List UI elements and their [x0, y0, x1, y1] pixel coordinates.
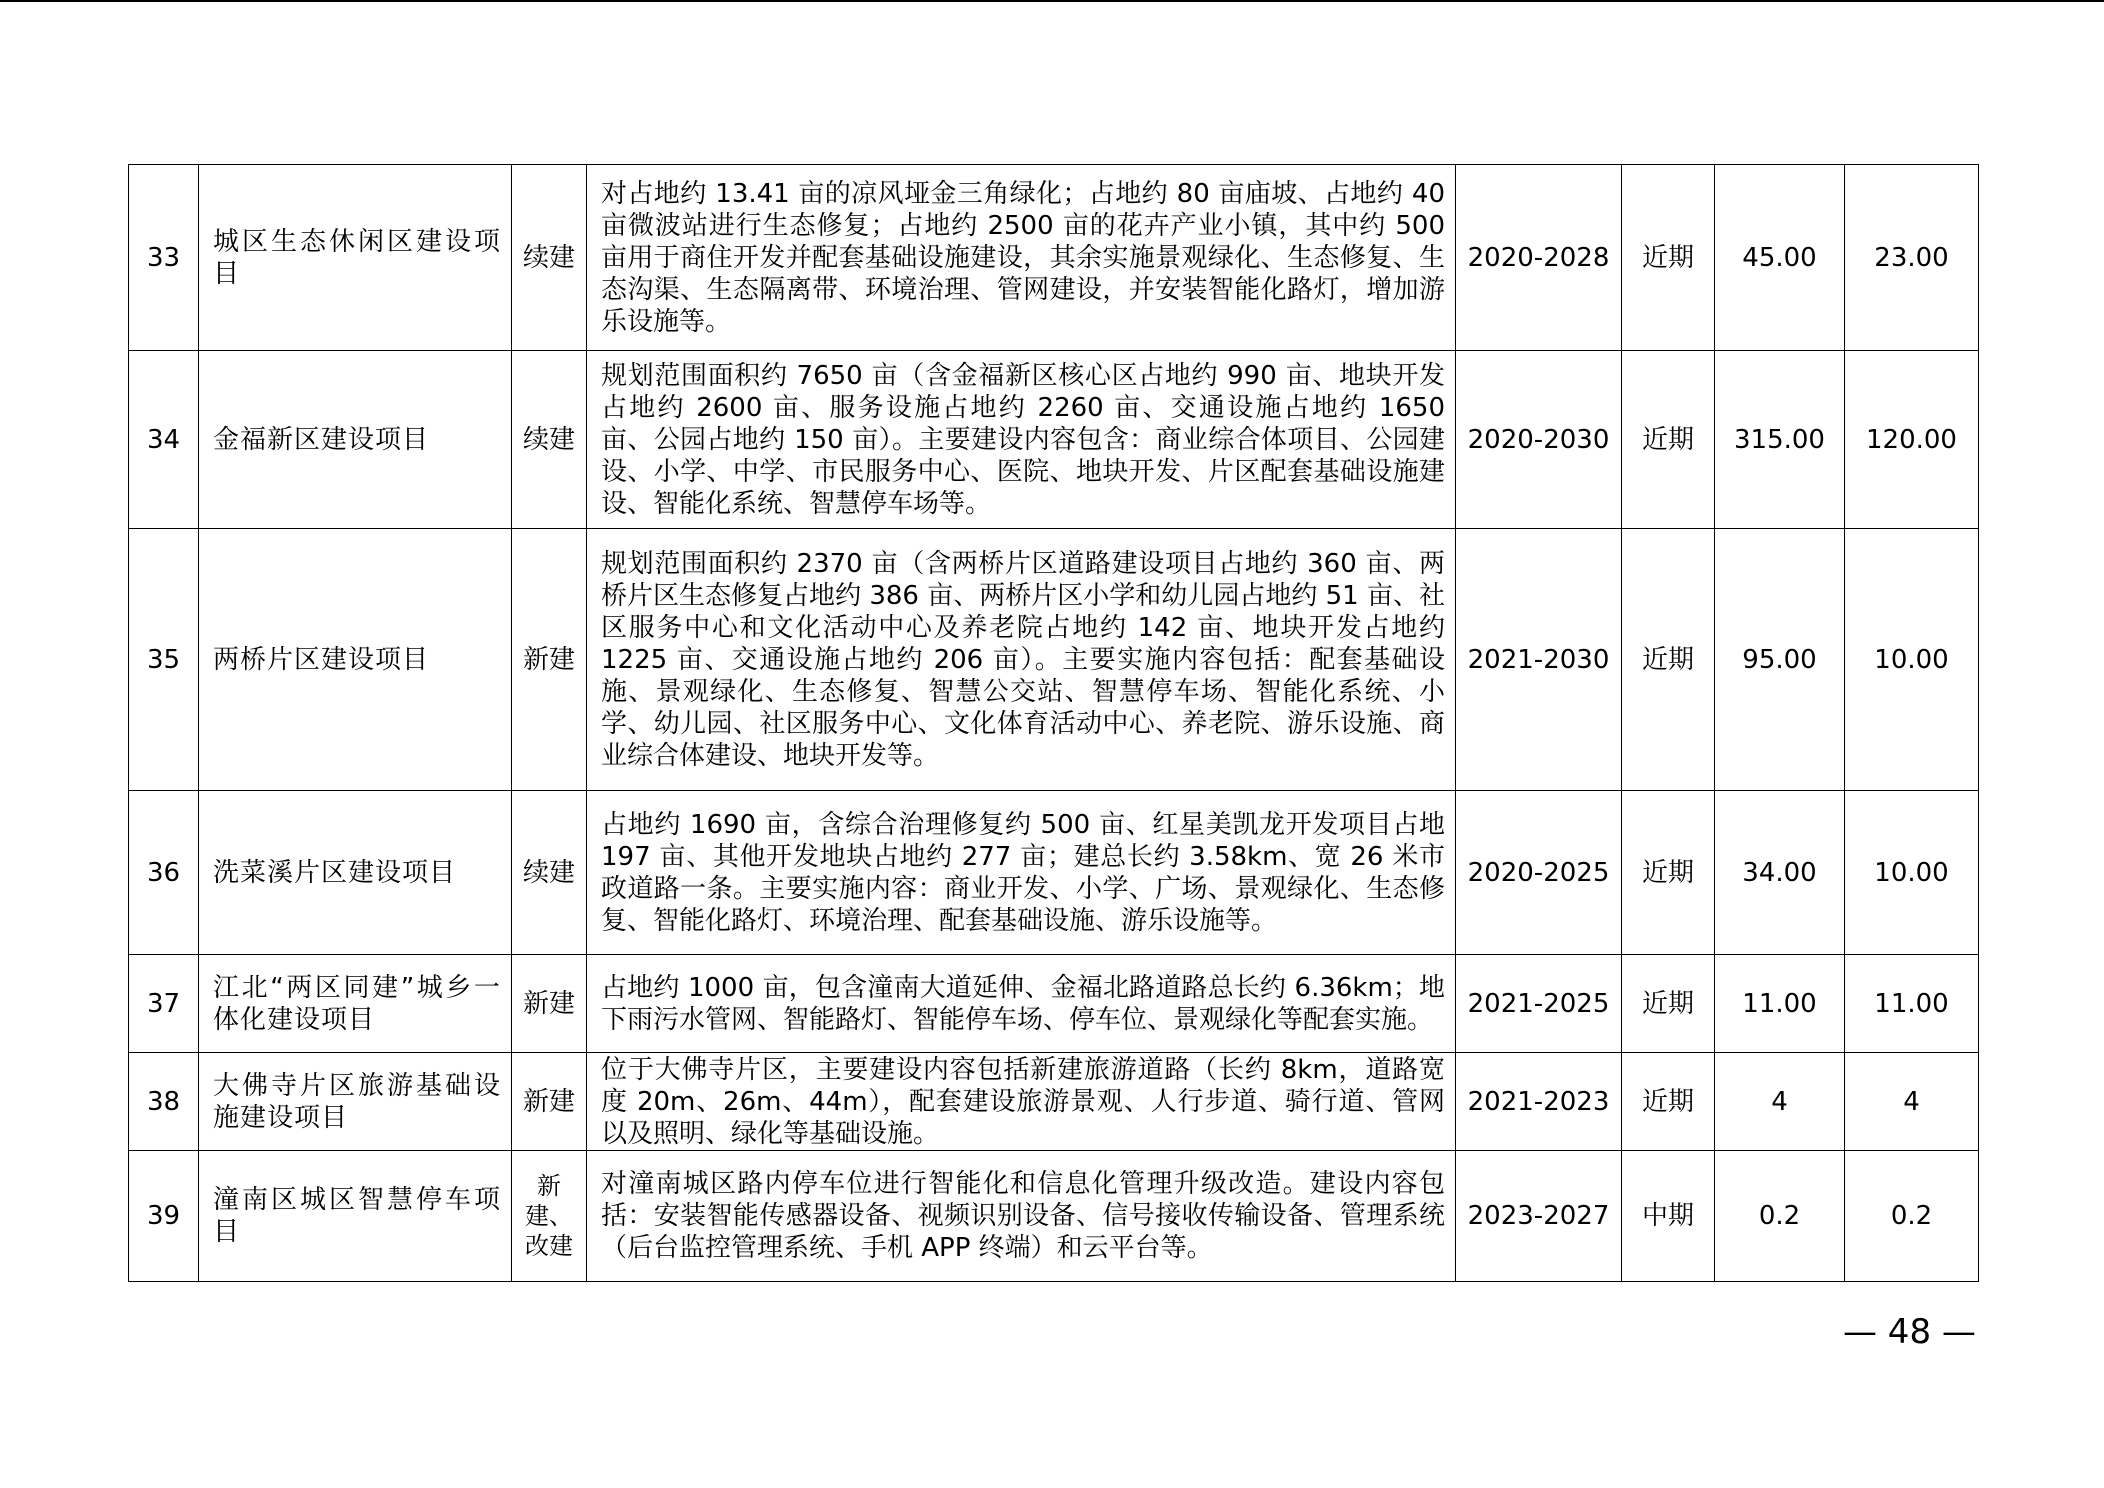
project-number: 35 [129, 529, 199, 791]
project-content: 占地约 1690 亩，含综合治理修复约 500 亩、红星美凯龙开发项目占地 197 亩、其他开发地块占地约 277 亩；建总长约 3.58km、宽 26 米市政道路一条。主要实施内容：商业开发、小学、广场、景观绿化、生态修复、智能化路灯、环境治理、配套基础设施、游乐设施等。 [587, 791, 1456, 955]
project-phase: 近期 [1622, 529, 1715, 791]
table-row [129, 351, 1979, 529]
total-investment: 95.00 [1715, 529, 1845, 791]
construction-type: 新建 [512, 955, 587, 1053]
project-phase: 近期 [1622, 791, 1715, 955]
table-row [129, 165, 1979, 351]
project-number: 38 [129, 1053, 199, 1151]
project-name: 潼南区城区智慧停车项目 [199, 1151, 512, 1282]
project-name: 江北“两区同建”城乡一体化建设项目 [199, 955, 512, 1053]
project-content: 规划范围面积约 7650 亩（含金福新区核心区占地约 990 亩、地块开发占地约 2600 亩、服务设施占地约 2260 亩、交通设施占地约 1650 亩、公园占地约 150 亩）。主要建设内容包含：商业综合体项目、公园建设、小学、中学、市民服务中心、医院、地块开发、片区配套基础设施建设、智能化系统、智慧停车场等。 [587, 351, 1456, 529]
total-investment: 34.00 [1715, 791, 1845, 955]
construction-type: 续建 [512, 791, 587, 955]
project-content: 对占地约 13.41 亩的凉风垭金三角绿化；占地约 80 亩庙坡、占地约 40 亩微波站进行生态修复；占地约 2500 亩的花卉产业小镇，其中约 500 亩用于商住开发并配套基础设施建设，其余实施景观绿化、生态修复、生态沟渠、生态隔离带、环境治理、管网建设，并安装智能化路灯，增加游乐设施等。 [587, 165, 1456, 351]
project-table [128, 164, 1979, 1282]
table-row [129, 1151, 1979, 1282]
construction-type: 新建、改建 [512, 1151, 587, 1282]
table-row [129, 529, 1979, 791]
table-row [129, 791, 1979, 955]
project-name: 大佛寺片区旅游基础设施建设项目 [199, 1053, 512, 1151]
table-row [129, 1053, 1979, 1151]
project-phase: 近期 [1622, 955, 1715, 1053]
project-name: 城区生态休闲区建设项目 [199, 165, 512, 351]
total-investment: 4 [1715, 1053, 1845, 1151]
construction-type: 新建 [512, 529, 587, 791]
construction-period: 2021-2025 [1456, 955, 1622, 1053]
planned-investment: 120.00 [1845, 351, 1979, 529]
table-row [129, 955, 1979, 1053]
project-phase: 近期 [1622, 1053, 1715, 1151]
project-content: 对潼南城区路内停车位进行智能化和信息化管理升级改造。建设内容包括：安装智能传感器设备、视频识别设备、信号接收传输设备、管理系统（后台监控管理系统、手机 APP 终端）和云平台等。 [587, 1151, 1456, 1282]
planned-investment: 23.00 [1845, 165, 1979, 351]
total-investment: 0.2 [1715, 1151, 1845, 1282]
planned-investment: 10.00 [1845, 791, 1979, 955]
project-number: 37 [129, 955, 199, 1053]
construction-period: 2021-2030 [1456, 529, 1622, 791]
planned-investment: 4 [1845, 1053, 1979, 1151]
planned-investment: 11.00 [1845, 955, 1979, 1053]
project-number: 34 [129, 351, 199, 529]
project-name: 洗菜溪片区建设项目 [199, 791, 512, 955]
project-phase: 近期 [1622, 165, 1715, 351]
project-number: 36 [129, 791, 199, 955]
project-number: 39 [129, 1151, 199, 1282]
planned-investment: 0.2 [1845, 1151, 1979, 1282]
project-phase: 中期 [1622, 1151, 1715, 1282]
construction-type: 新建 [512, 1053, 587, 1151]
project-phase: 近期 [1622, 351, 1715, 529]
project-content: 规划范围面积约 2370 亩（含两桥片区道路建设项目占地约 360 亩、两桥片区生态修复占地约 386 亩、两桥片区小学和幼儿园占地约 51 亩、社区服务中心和文化活动中心及养老院占地约 142 亩、地块开发占地约 1225 亩、交通设施占地约 206 亩）。主要实施内容包括：配套基础设施、景观绿化、生态修复、智慧公交站、智慧停车场、智能化系统、小学、幼儿园、社区服务中心、文化体育活动中心、养老院、游乐设施、商业综合体建设、地块开发等。 [587, 529, 1456, 791]
project-content: 位于大佛寺片区，主要建设内容包括新建旅游道路（长约 8km，道路宽度 20m、26m、44m），配套建设旅游景观、人行步道、骑行道、管网以及照明、绿化等基础设施。 [587, 1053, 1456, 1151]
construction-period: 2021-2023 [1456, 1053, 1622, 1151]
project-number: 33 [129, 165, 199, 351]
total-investment: 315.00 [1715, 351, 1845, 529]
construction-period: 2020-2025 [1456, 791, 1622, 955]
project-content: 占地约 1000 亩，包含潼南大道延伸、金福北路道路总长约 6.36km；地下雨污水管网、智能路灯、智能停车场、停车位、景观绿化等配套实施。 [587, 955, 1456, 1053]
construction-period: 2023-2027 [1456, 1151, 1622, 1282]
project-name: 两桥片区建设项目 [199, 529, 512, 791]
construction-period: 2020-2028 [1456, 165, 1622, 351]
project-name: 金福新区建设项目 [199, 351, 512, 529]
planned-investment: 10.00 [1845, 529, 1979, 791]
construction-type: 续建 [512, 351, 587, 529]
total-investment: 11.00 [1715, 955, 1845, 1053]
construction-period: 2020-2030 [1456, 351, 1622, 529]
construction-type: 续建 [512, 165, 587, 351]
total-investment: 45.00 [1715, 165, 1845, 351]
page-number: — 48 — [1843, 1312, 1976, 1352]
page-top-rule [0, 0, 2104, 2]
